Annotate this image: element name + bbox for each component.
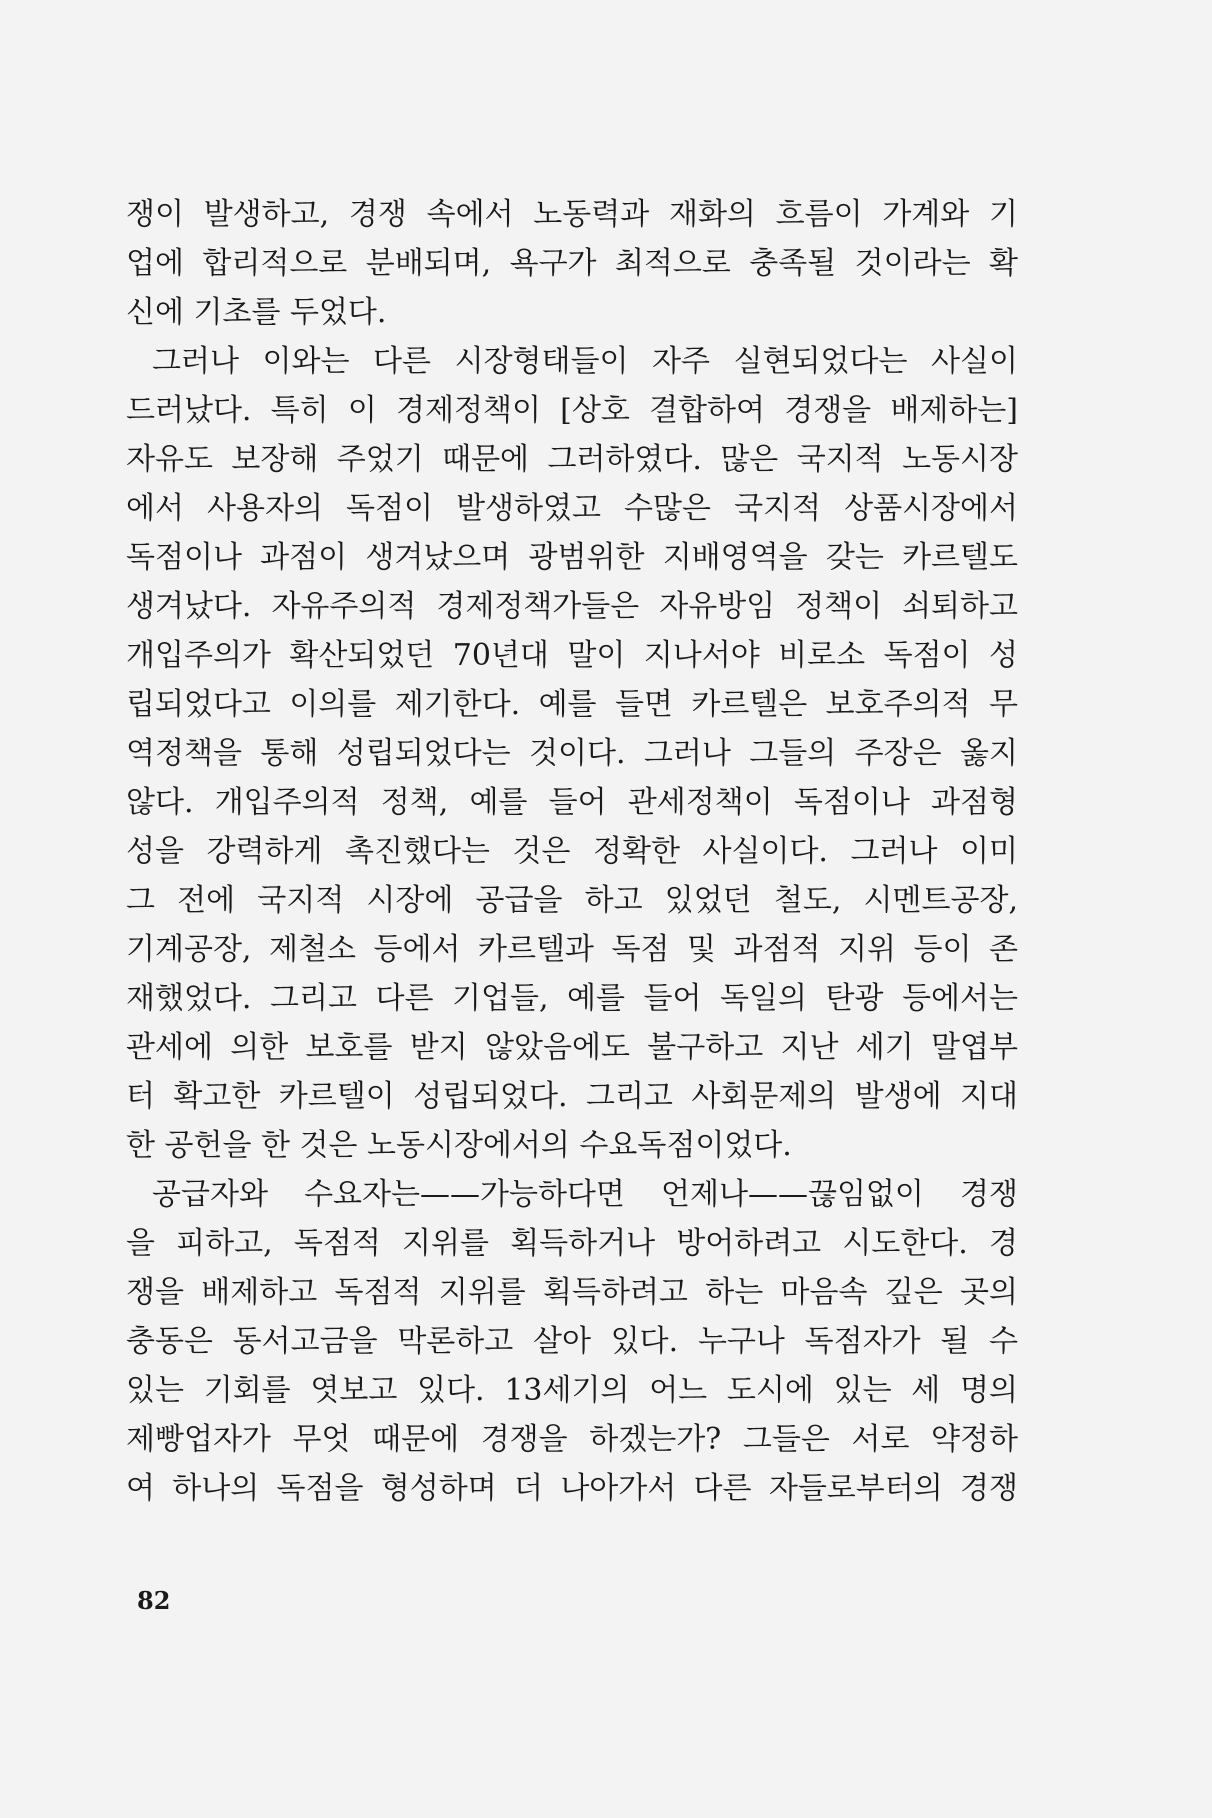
text-line: 업에 합리적으로 분배되며, 욕구가 최적으로 충족될 것이라는 확	[126, 246, 1018, 281]
text-line: 충동은 동서고금을 막론하고 살아 있다. 누구나 독점자가 될 수	[126, 1324, 1018, 1359]
text-line: 터 확고한 카르텔이 성립되었다. 그리고 사회문제의 발생에 지대	[126, 1079, 1018, 1114]
text-line: 제빵업자가 무엇 때문에 경쟁을 하겠는가? 그들은 서로 약정하	[126, 1422, 1018, 1457]
text-line: 드러났다. 특히 이 경제정책이 [상호 결합하여 경쟁을 배제하는]	[126, 393, 1018, 428]
text-line: 을 피하고, 독점적 지위를 획득하거나 방어하려고 시도한다. 경	[126, 1226, 1018, 1261]
text-line: 생겨났다. 자유주의적 경제정책가들은 자유방임 정책이 쇠퇴하고	[126, 589, 1018, 624]
text-line: 독점이나 과점이 생겨났으며 광범위한 지배영역을 갖는 카르텔도	[126, 540, 1018, 575]
text-line: 개입주의가 확산되었던 70년대 말이 지나서야 비로소 독점이 성	[126, 638, 1018, 673]
text-line: 있는 기회를 엿보고 있다. 13세기의 어느 도시에 있는 세 명의	[126, 1373, 1018, 1408]
text-line: 한 공헌을 한 것은 노동시장에서의 수요독점이었다.	[126, 1128, 792, 1163]
text-line: 성을 강력하게 촉진했다는 것은 정확한 사실이다. 그러나 이미	[126, 834, 1018, 869]
page-number: 82	[137, 1586, 171, 1615]
text-line: 쟁이 발생하고, 경쟁 속에서 노동력과 재화의 흐름이 가계와 기	[126, 197, 1018, 232]
text-line: 그 전에 국지적 시장에 공급을 하고 있었던 철도, 시멘트공장,	[126, 883, 1018, 918]
text-line: 여 하나의 독점을 형성하며 더 나아가서 다른 자들로부터의 경쟁	[126, 1471, 1018, 1506]
text-line: 재했었다. 그리고 다른 기업들, 예를 들어 독일의 탄광 등에서는	[126, 981, 1018, 1016]
text-line: 역정책을 통해 성립되었다는 것이다. 그러나 그들의 주장은 옳지	[126, 736, 1018, 771]
body-text	[126, 190, 1018, 1513]
text-line: 에서 사용자의 독점이 발생하였고 수많은 국지적 상품시장에서	[126, 491, 1018, 526]
text-line: 기계공장, 제철소 등에서 카르텔과 독점 및 과점적 지위 등이 존	[126, 932, 1018, 967]
text-line: 그러나 이와는 다른 시장형태들이 자주 실현되었다는 사실이	[152, 344, 1018, 379]
text-line: 립되었다고 이의를 제기한다. 예를 들면 카르텔은 보호주의적 무	[126, 687, 1018, 722]
text-line: 관세에 의한 보호를 받지 않았음에도 불구하고 지난 세기 말엽부	[126, 1030, 1018, 1065]
text-line: 공급자와 수요자는——가능하다면 언제나——끊임없이 경쟁	[152, 1177, 1018, 1212]
text-line: 신에 기초를 두었다.	[126, 295, 387, 330]
text-line: 자유도 보장해 주었기 때문에 그러하였다. 많은 국지적 노동시장	[126, 442, 1018, 477]
text-line: 않다. 개입주의적 정책, 예를 들어 관세정책이 독점이나 과점형	[126, 785, 1018, 820]
text-line: 쟁을 배제하고 독점적 지위를 획득하려고 하는 마음속 깊은 곳의	[126, 1275, 1018, 1310]
